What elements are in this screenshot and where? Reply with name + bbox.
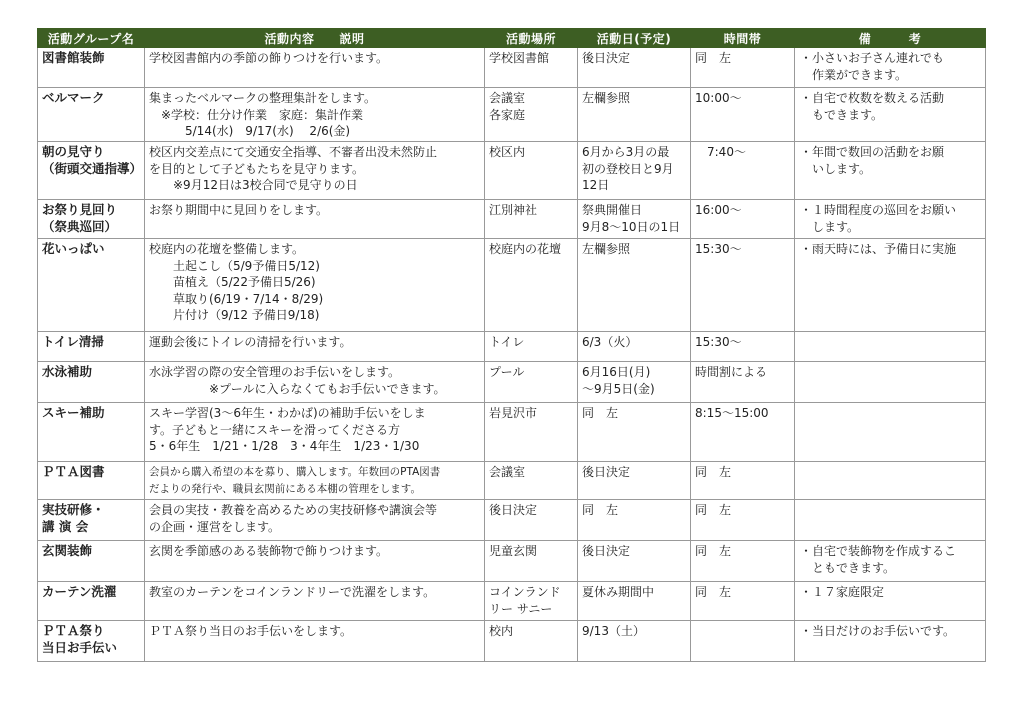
cell-notes: ・当日だけのお手伝いです。 [795,621,986,662]
cell-notes: ・小さいお子さん連れでも 作業ができます。 [795,48,986,88]
table-row [38,332,986,362]
cell-date: 後日決定 [578,541,691,582]
cell-date: 祭典開催日 9月8～10日の1日 [578,200,691,239]
cell-content: 会員の実技・教養を高めるための実技研修や講演会等 の企画・運営をします。 [145,500,485,541]
cell-group-name: 図書館装飾 [38,48,145,88]
cell-notes [795,362,986,403]
cell-time: 時間割による [691,362,795,403]
cell-place: 江別神社 [485,200,578,239]
cell-time: 8:15～15:00 [691,403,795,462]
cell-notes: ・１７家庭限定 [795,582,986,621]
cell-place: プール [485,362,578,403]
cell-group-name: 花いっぱい [38,239,145,332]
header-group: 活動グループ名 [38,29,145,48]
cell-content: 水泳学習の際の安全管理のお手伝いをします。 ※プールに入らなくてもお手伝いできます。 [145,362,485,403]
table-row [38,48,986,88]
cell-date: 後日決定 [578,462,691,500]
cell-group-name: お祭り見回り （祭典巡回） [38,200,145,239]
cell-content: 校区内交差点にて交通安全指導、不審者出没未然防止 を目的として子どもたちを見守ります。 ※9月12日は3校合同で見守りの日 [145,142,485,200]
cell-date: 左欄参照 [578,239,691,332]
cell-time: 15:30～ [691,332,795,362]
cell-place: コインランド リー サニー [485,582,578,621]
cell-time: 同 左 [691,541,795,582]
cell-time: 同 左 [691,462,795,500]
cell-content: 集まったベルマークの整理集計をします。 ※学校：仕分け作業 家庭：集計作業 5/14(水) 9/17(水) 2/6(金) [145,88,485,142]
cell-place: 校区内 [485,142,578,200]
cell-time: 15:30～ [691,239,795,332]
cell-content: 会員から購入希望の本を募り、購入します。年数回のPTA図書 だよりの発行や、職員玄関前にある本棚の管理をします。 [145,462,485,500]
cell-date: 6月16日(月) ～9月5日(金) [578,362,691,403]
header-place: 活動場所 [485,29,578,48]
cell-group-name: スキー補助 [38,403,145,462]
cell-content: ＰＴＡ祭り当日のお手伝いをします。 [145,621,485,662]
header-content: 活動内容 説明 [145,29,485,48]
cell-group-name: ＰＴＡ図書 [38,462,145,500]
cell-content: 運動会後にトイレの清掃を行います。 [145,332,485,362]
cell-content: 教室のカーテンをコインランドリーで洗濯をします。 [145,582,485,621]
cell-date: 夏休み期間中 [578,582,691,621]
cell-date: 同 左 [578,500,691,541]
table-row [38,582,986,621]
cell-place: 会議室 [485,462,578,500]
cell-group-name: ＰＴＡ祭り 当日お手伝い [38,621,145,662]
cell-notes: ・１時間程度の巡回をお願い します。 [795,200,986,239]
table-row [38,142,986,200]
cell-place: 児童玄関 [485,541,578,582]
cell-group-name: 玄関装飾 [38,541,145,582]
cell-date: 9/13（土） [578,621,691,662]
cell-notes: ・自宅で枚数を数える活動 もできます。 [795,88,986,142]
cell-content: お祭り期間中に見回りをします。 [145,200,485,239]
cell-notes: ・雨天時には、予備日に実施 [795,239,986,332]
cell-place: トイレ [485,332,578,362]
table-row [38,500,986,541]
cell-time: 同 左 [691,582,795,621]
cell-group-name: 実技研修・ 講 演 会 [38,500,145,541]
cell-date: 6月から3月の最 初の登校日と9月 12日 [578,142,691,200]
cell-date: 6/3（火） [578,332,691,362]
header-date: 活動日(予定) [578,29,691,48]
cell-group-name: カーテン洗濯 [38,582,145,621]
cell-time: 16:00～ [691,200,795,239]
cell-content: スキー学習(3～6年生・わかば)の補助手伝いをしま す。子どもと一緒にスキーを滑ってくださる方 5・6年生 1/21・1/28 3・4年生 1/23・1/30 [145,403,485,462]
table-row [38,541,986,582]
cell-notes [795,332,986,362]
cell-place: 校庭内の花壇 [485,239,578,332]
header-row [38,29,986,48]
table-row [38,239,986,332]
cell-notes [795,403,986,462]
cell-time [691,621,795,662]
cell-place: 学校図書館 [485,48,578,88]
cell-time: 10:00～ [691,88,795,142]
header-time: 時間帯 [691,29,795,48]
cell-notes: ・自宅で装飾物を作成するこ ともできます。 [795,541,986,582]
cell-notes: ・年間で数回の活動をお願 いします。 [795,142,986,200]
cell-group-name: 朝の見守り （街頭交通指導） [38,142,145,200]
cell-content: 玄関を季節感のある装飾物で飾りつけます。 [145,541,485,582]
table-row [38,200,986,239]
table-row [38,621,986,662]
table-row [38,403,986,462]
cell-group-name: ベルマーク [38,88,145,142]
cell-content: 校庭内の花壇を整備します。 土起こし（5/9予備日5/12) 苗植え（5/22予備日5/26) 草取り(6/19・7/14・8/29) 片付け（9/12 予備日9/18) [145,239,485,332]
table-row [38,88,986,142]
table-row [38,462,986,500]
cell-content: 学校図書館内の季節の飾りつけを行います。 [145,48,485,88]
cell-group-name: トイレ清掃 [38,332,145,362]
activity-table [37,28,986,662]
cell-place: 会議室 各家庭 [485,88,578,142]
table-row [38,362,986,403]
cell-date: 同 左 [578,403,691,462]
cell-place: 校内 [485,621,578,662]
cell-date: 左欄参照 [578,88,691,142]
table-body [38,48,986,662]
cell-time: 7:40～ [691,142,795,200]
cell-date: 後日決定 [578,48,691,88]
cell-group-name: 水泳補助 [38,362,145,403]
cell-time: 同 左 [691,48,795,88]
cell-notes [795,462,986,500]
cell-notes [795,500,986,541]
cell-place: 岩見沢市 [485,403,578,462]
header-notes: 備 考 [795,29,986,48]
cell-time: 同 左 [691,500,795,541]
cell-place: 後日決定 [485,500,578,541]
